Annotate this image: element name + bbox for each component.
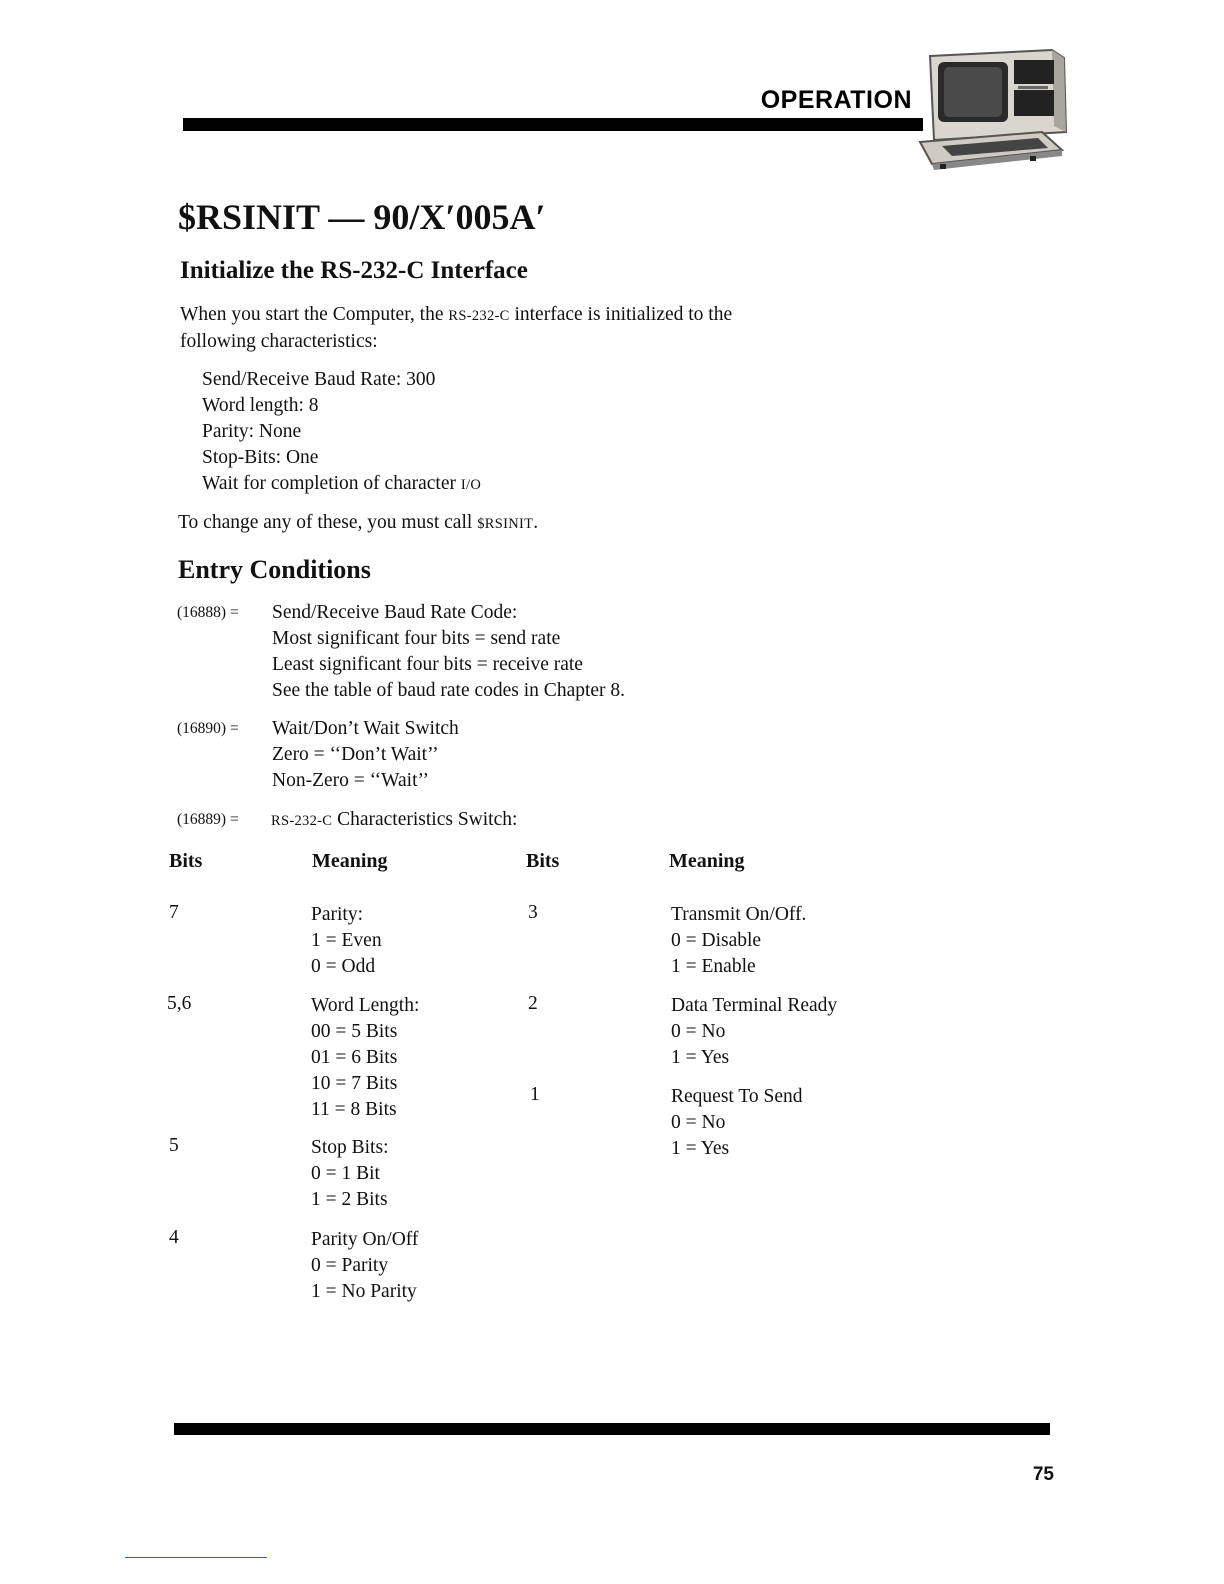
bit-number: 1 [530, 1084, 540, 1105]
entry-address: (16889) = [177, 811, 239, 828]
bit-number: 5,6 [167, 993, 192, 1014]
computer-icon [902, 46, 1074, 170]
change-note: To change any of these, you must call $RSINIT. [178, 512, 539, 533]
section-label: OPERATION [760, 86, 912, 114]
entry-description: Wait/Don’t Wait Switch Zero = ‘‘Don’t Wait’’ Non-Zero = ‘‘Wait’’ [272, 718, 459, 791]
bit-number: 4 [169, 1227, 179, 1248]
intro-line-2: following characteristics: [180, 331, 378, 352]
bit-number: 5 [169, 1135, 179, 1156]
bit-meaning: Request To Send 0 = No 1 = Yes [671, 1086, 803, 1159]
table-header-meaning: Meaning [312, 850, 388, 872]
bit-meaning: Stop Bits: 0 = 1 Bit 1 = 2 Bits [311, 1137, 389, 1210]
table-header-bits: Bits [526, 850, 560, 872]
intro-line-1: When you start the Computer, the RS-232-C interface is initialized to the [180, 304, 733, 325]
bit-meaning: Transmit On/Off. 0 = Disable 1 = Enable [671, 904, 807, 977]
default-settings-list [202, 367, 481, 498]
footer-rule [174, 1423, 1050, 1435]
table-header-meaning: Meaning [669, 850, 745, 872]
bit-number: 7 [169, 902, 179, 923]
entry-conditions-heading: Entry Conditions [178, 555, 371, 584]
bit-meaning: Parity: 1 = Even 0 = Odd [311, 904, 382, 977]
default-parity: Parity: None [202, 421, 302, 442]
page-title: $RSINIT — 90/X′005A′ [178, 197, 546, 237]
entry-address: (16890) = [177, 720, 239, 737]
bit-meaning: Data Terminal Ready 0 = No 1 = Yes [671, 995, 838, 1068]
footer-link-line [125, 1557, 267, 1558]
entry-address: (16888) = [177, 604, 239, 621]
default-word-length: Word length: 8 [202, 395, 319, 416]
entry-description: Send/Receive Baud Rate Code: Most significant four bits = send rate Least significant four bits = receive rate See the table of baud rate codes in Chapter 8. [272, 602, 626, 701]
bit-number: 3 [528, 902, 538, 923]
bit-number: 2 [528, 993, 538, 1014]
page-number: 75 [1032, 1464, 1054, 1485]
intro-paragraph [180, 302, 732, 355]
header-rule [183, 118, 923, 131]
entry-description: RS-232-C Characteristics Switch: [271, 809, 518, 830]
bit-meaning: Parity On/Off 0 = Parity 1 = No Parity [311, 1229, 419, 1302]
default-wait: Wait for completion of character I/O [202, 473, 482, 494]
bit-meaning: Word Length: 00 = 5 Bits 01 = 6 Bits 10 = 7 Bits 11 = 8 Bits [311, 995, 420, 1120]
default-stop-bits: Stop-Bits: One [202, 447, 319, 468]
page-subtitle: Initialize the RS-232-C Interface [180, 257, 528, 284]
table-header-bits: Bits [169, 850, 203, 872]
default-baud: Send/Receive Baud Rate: 300 [202, 369, 436, 390]
